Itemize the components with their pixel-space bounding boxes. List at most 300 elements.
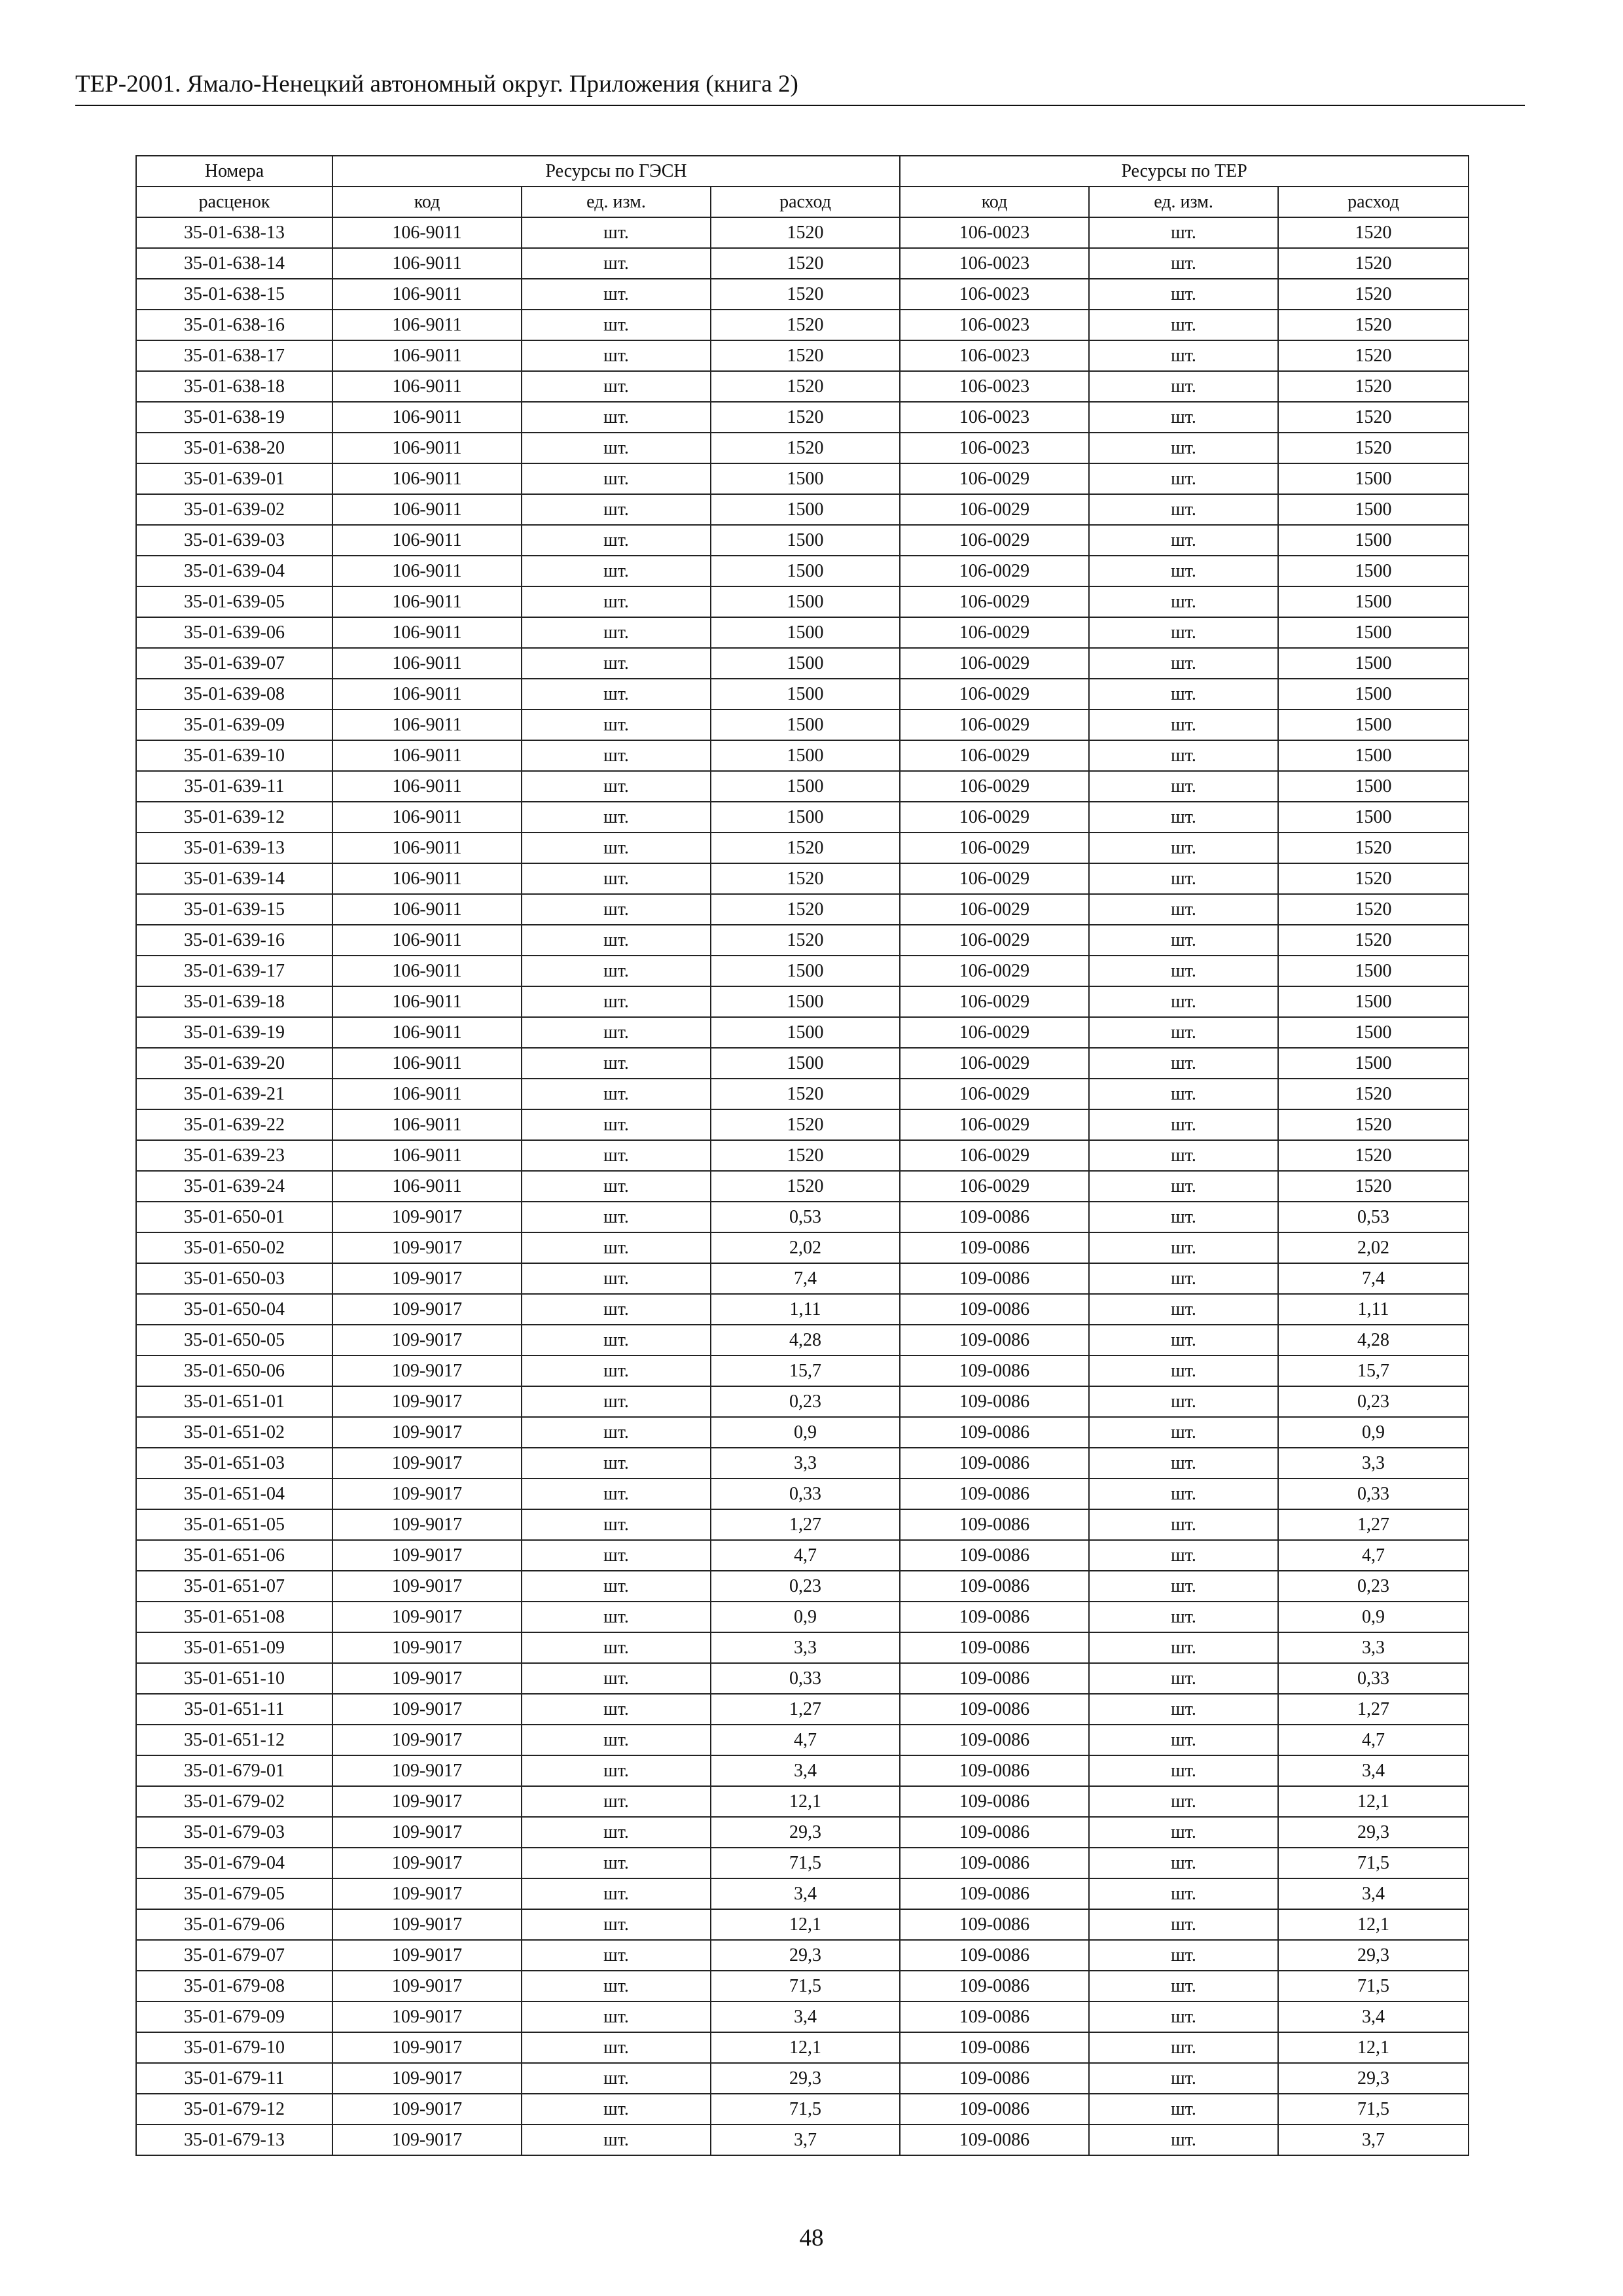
table-row bbox=[136, 802, 1469, 833]
gesn-code-cell: 106-9011 bbox=[332, 802, 522, 833]
rate-number-cell: 35-01-639-11 bbox=[136, 771, 332, 802]
table-row bbox=[136, 1878, 1469, 1909]
gesn-unit-cell: шт. bbox=[522, 1694, 711, 1725]
ter-amount-cell: 1520 bbox=[1278, 248, 1469, 279]
gesn-amount-cell: 1520 bbox=[711, 1109, 900, 1140]
ter-amount-cell: 1500 bbox=[1278, 740, 1469, 771]
ter-code-cell: 106-0029 bbox=[900, 525, 1089, 556]
ter-unit-cell: шт. bbox=[1089, 1540, 1278, 1571]
rate-number-cell: 35-01-679-10 bbox=[136, 2032, 332, 2063]
gesn-amount-cell: 1520 bbox=[711, 1140, 900, 1171]
gesn-amount-cell: 1,27 bbox=[711, 1509, 900, 1540]
ter-unit-cell: шт. bbox=[1089, 1755, 1278, 1786]
ter-amount-cell: 1520 bbox=[1278, 402, 1469, 433]
table-row bbox=[136, 1417, 1469, 1448]
gesn-amount-cell: 1500 bbox=[711, 802, 900, 833]
table-row bbox=[136, 1448, 1469, 1479]
ter-unit-cell: шт. bbox=[1089, 1509, 1278, 1540]
ter-unit-cell: шт. bbox=[1089, 556, 1278, 586]
rate-number-cell: 35-01-650-05 bbox=[136, 1325, 332, 1355]
rate-number-cell: 35-01-650-03 bbox=[136, 1263, 332, 1294]
table-row bbox=[136, 248, 1469, 279]
ter-amount-cell: 1520 bbox=[1278, 371, 1469, 402]
gesn-unit-cell: шт. bbox=[522, 1017, 711, 1048]
ter-code-cell: 106-0029 bbox=[900, 771, 1089, 802]
ter-unit-cell: шт. bbox=[1089, 1048, 1278, 1079]
rate-number-cell: 35-01-651-11 bbox=[136, 1694, 332, 1725]
rate-number-cell: 35-01-639-22 bbox=[136, 1109, 332, 1140]
ter-code-cell: 109-0086 bbox=[900, 1602, 1089, 1632]
ter-amount-cell: 1,27 bbox=[1278, 1694, 1469, 1725]
gesn-amount-cell: 29,3 bbox=[711, 1817, 900, 1848]
gesn-code-cell: 109-9017 bbox=[332, 1663, 522, 1694]
gesn-unit-cell: шт. bbox=[522, 1971, 711, 2001]
table-row bbox=[136, 1755, 1469, 1786]
ter-amount-cell: 1520 bbox=[1278, 340, 1469, 371]
gesn-code-cell: 109-9017 bbox=[332, 1632, 522, 1663]
gesn-code-cell: 106-9011 bbox=[332, 463, 522, 494]
ter-code-cell: 109-0086 bbox=[900, 1663, 1089, 1694]
gesn-code-cell: 106-9011 bbox=[332, 310, 522, 340]
table-row bbox=[136, 1509, 1469, 1540]
table-row bbox=[136, 648, 1469, 679]
gesn-code-cell: 109-9017 bbox=[332, 1202, 522, 1232]
gesn-code-cell: 109-9017 bbox=[332, 1878, 522, 1909]
gesn-amount-cell: 0,33 bbox=[711, 1479, 900, 1509]
table-row bbox=[136, 1602, 1469, 1632]
ter-unit-cell: шт. bbox=[1089, 1263, 1278, 1294]
rate-number-cell: 35-01-638-19 bbox=[136, 402, 332, 433]
ter-code-cell: 106-0029 bbox=[900, 986, 1089, 1017]
gesn-code-cell: 106-9011 bbox=[332, 1017, 522, 1048]
gesn-code-cell: 106-9011 bbox=[332, 740, 522, 771]
ter-code-cell: 106-0029 bbox=[900, 679, 1089, 709]
ter-amount-cell: 1500 bbox=[1278, 1017, 1469, 1048]
rate-number-cell: 35-01-639-17 bbox=[136, 956, 332, 986]
ter-amount-cell: 1520 bbox=[1278, 1171, 1469, 1202]
gesn-amount-cell: 0,33 bbox=[711, 1663, 900, 1694]
ter-code-cell: 109-0086 bbox=[900, 1971, 1089, 2001]
table-row bbox=[136, 1171, 1469, 1202]
ter-code-heading: код bbox=[900, 187, 1089, 217]
gesn-amount-cell: 1520 bbox=[711, 894, 900, 925]
ter-amount-heading: расход bbox=[1278, 187, 1469, 217]
gesn-amount-cell: 3,4 bbox=[711, 1878, 900, 1909]
ter-code-cell: 106-0023 bbox=[900, 433, 1089, 463]
gesn-code-cell: 109-9017 bbox=[332, 2063, 522, 2094]
table-head bbox=[136, 156, 1469, 217]
gesn-unit-cell: шт. bbox=[522, 1909, 711, 1940]
rate-number-cell: 35-01-679-02 bbox=[136, 1786, 332, 1817]
gesn-amount-cell: 4,7 bbox=[711, 1540, 900, 1571]
ter-code-cell: 109-0086 bbox=[900, 1479, 1089, 1509]
gesn-code-cell: 109-9017 bbox=[332, 1694, 522, 1725]
ter-unit-cell: шт. bbox=[1089, 1479, 1278, 1509]
gesn-amount-cell: 2,02 bbox=[711, 1232, 900, 1263]
rate-number-cell: 35-01-650-04 bbox=[136, 1294, 332, 1325]
gesn-unit-cell: шт. bbox=[522, 1725, 711, 1755]
gesn-code-cell: 106-9011 bbox=[332, 433, 522, 463]
rate-number-cell: 35-01-639-02 bbox=[136, 494, 332, 525]
ter-unit-cell: шт. bbox=[1089, 217, 1278, 248]
ter-amount-cell: 1520 bbox=[1278, 310, 1469, 340]
ter-unit-cell: шт. bbox=[1089, 1017, 1278, 1048]
gesn-code-cell: 109-9017 bbox=[332, 1263, 522, 1294]
gesn-unit-cell: шт. bbox=[522, 556, 711, 586]
gesn-amount-cell: 1520 bbox=[711, 217, 900, 248]
gesn-unit-cell: шт. bbox=[522, 802, 711, 833]
ter-code-cell: 109-0086 bbox=[900, 1755, 1089, 1786]
ter-unit-cell: шт. bbox=[1089, 1817, 1278, 1848]
rate-number-cell: 35-01-651-04 bbox=[136, 1479, 332, 1509]
ter-amount-cell: 0,53 bbox=[1278, 1202, 1469, 1232]
ter-code-cell: 106-0029 bbox=[900, 1048, 1089, 1079]
gesn-code-cell: 109-9017 bbox=[332, 2125, 522, 2155]
gesn-code-cell: 109-9017 bbox=[332, 1940, 522, 1971]
gesn-amount-cell: 3,4 bbox=[711, 1755, 900, 1786]
ter-unit-cell: шт. bbox=[1089, 463, 1278, 494]
gesn-unit-cell: шт. bbox=[522, 1663, 711, 1694]
gesn-code-cell: 109-9017 bbox=[332, 1509, 522, 1540]
ter-unit-cell: шт. bbox=[1089, 986, 1278, 1017]
rate-number-cell: 35-01-650-06 bbox=[136, 1355, 332, 1386]
rate-number-cell: 35-01-639-15 bbox=[136, 894, 332, 925]
ter-code-cell: 106-0029 bbox=[900, 863, 1089, 894]
gesn-unit-cell: шт. bbox=[522, 709, 711, 740]
gesn-amount-cell: 1520 bbox=[711, 863, 900, 894]
ter-unit-cell: шт. bbox=[1089, 894, 1278, 925]
gesn-code-cell: 106-9011 bbox=[332, 279, 522, 310]
ter-amount-cell: 1500 bbox=[1278, 986, 1469, 1017]
ter-unit-cell: шт. bbox=[1089, 1140, 1278, 1171]
ter-code-cell: 109-0086 bbox=[900, 1817, 1089, 1848]
gesn-amount-cell: 1520 bbox=[711, 402, 900, 433]
rate-number-cell: 35-01-679-05 bbox=[136, 1878, 332, 1909]
ter-unit-cell: шт. bbox=[1089, 1848, 1278, 1878]
ter-unit-cell: шт. bbox=[1089, 1694, 1278, 1725]
table-row bbox=[136, 1817, 1469, 1848]
ter-amount-cell: 1500 bbox=[1278, 802, 1469, 833]
gesn-amount-cell: 12,1 bbox=[711, 1909, 900, 1940]
gesn-code-cell: 106-9011 bbox=[332, 494, 522, 525]
ter-code-cell: 109-0086 bbox=[900, 1940, 1089, 1971]
rate-number-cell: 35-01-639-06 bbox=[136, 617, 332, 648]
ter-amount-cell: 4,7 bbox=[1278, 1540, 1469, 1571]
gesn-amount-cell: 1500 bbox=[711, 648, 900, 679]
table-row bbox=[136, 2094, 1469, 2125]
ter-unit-cell: шт. bbox=[1089, 863, 1278, 894]
gesn-unit-cell: шт. bbox=[522, 1602, 711, 1632]
ter-unit-cell: шт. bbox=[1089, 1725, 1278, 1755]
gesn-amount-cell: 12,1 bbox=[711, 2032, 900, 2063]
table-row bbox=[136, 925, 1469, 956]
rate-number-cell: 35-01-639-13 bbox=[136, 833, 332, 863]
table-row bbox=[136, 2063, 1469, 2094]
ter-unit-cell: шт. bbox=[1089, 1878, 1278, 1909]
ter-amount-cell: 3,4 bbox=[1278, 2001, 1469, 2032]
ter-unit-cell: шт. bbox=[1089, 740, 1278, 771]
ter-amount-cell: 1,11 bbox=[1278, 1294, 1469, 1325]
table-row bbox=[136, 1048, 1469, 1079]
ter-amount-cell: 71,5 bbox=[1278, 1971, 1469, 2001]
gesn-code-cell: 106-9011 bbox=[332, 402, 522, 433]
ter-amount-cell: 29,3 bbox=[1278, 1940, 1469, 1971]
table-row bbox=[136, 771, 1469, 802]
gesn-unit-cell: шт. bbox=[522, 833, 711, 863]
ter-amount-cell: 29,3 bbox=[1278, 1817, 1469, 1848]
table-row bbox=[136, 1386, 1469, 1417]
ter-unit-cell: шт. bbox=[1089, 1171, 1278, 1202]
rate-number-cell: 35-01-638-14 bbox=[136, 248, 332, 279]
ter-unit-cell: шт. bbox=[1089, 2001, 1278, 2032]
ter-amount-cell: 1520 bbox=[1278, 433, 1469, 463]
rate-number-cell: 35-01-651-05 bbox=[136, 1509, 332, 1540]
ter-code-cell: 106-0023 bbox=[900, 371, 1089, 402]
rate-number-cell: 35-01-639-08 bbox=[136, 679, 332, 709]
gesn-unit-cell: шт. bbox=[522, 771, 711, 802]
ter-amount-cell: 0,23 bbox=[1278, 1571, 1469, 1602]
table-row bbox=[136, 556, 1469, 586]
ter-unit-cell: шт. bbox=[1089, 1940, 1278, 1971]
gesn-amount-cell: 1520 bbox=[711, 833, 900, 863]
ter-amount-cell: 3,4 bbox=[1278, 1878, 1469, 1909]
gesn-amount-heading: расход bbox=[711, 187, 900, 217]
ter-code-cell: 106-0029 bbox=[900, 1171, 1089, 1202]
gesn-unit-cell: шт. bbox=[522, 925, 711, 956]
ter-code-cell: 109-0086 bbox=[900, 1509, 1089, 1540]
ter-unit-cell: шт. bbox=[1089, 925, 1278, 956]
rate-number-cell: 35-01-639-12 bbox=[136, 802, 332, 833]
gesn-amount-cell: 1520 bbox=[711, 1079, 900, 1109]
ter-code-cell: 109-0086 bbox=[900, 2094, 1089, 2125]
ter-code-cell: 106-0029 bbox=[900, 648, 1089, 679]
table-row bbox=[136, 1694, 1469, 1725]
gesn-code-cell: 106-9011 bbox=[332, 340, 522, 371]
gesn-code-cell: 106-9011 bbox=[332, 248, 522, 279]
table-row bbox=[136, 1632, 1469, 1663]
ter-unit-cell: шт. bbox=[1089, 2032, 1278, 2063]
gesn-amount-cell: 1500 bbox=[711, 1048, 900, 1079]
ter-unit-cell: шт. bbox=[1089, 1663, 1278, 1694]
running-header: ТЕР-2001. Ямало-Ненецкий автономный округ. Приложения (книга 2) bbox=[75, 71, 798, 98]
gesn-unit-cell: шт. bbox=[522, 1079, 711, 1109]
ter-unit-cell: шт. bbox=[1089, 1602, 1278, 1632]
gesn-amount-cell: 0,9 bbox=[711, 1602, 900, 1632]
ter-amount-cell: 1520 bbox=[1278, 217, 1469, 248]
rate-number-cell: 35-01-639-23 bbox=[136, 1140, 332, 1171]
group-gesn-heading: Ресурсы по ГЭСН bbox=[332, 156, 900, 187]
gesn-code-cell: 109-9017 bbox=[332, 1355, 522, 1386]
ter-unit-cell: шт. bbox=[1089, 1355, 1278, 1386]
gesn-code-cell: 109-9017 bbox=[332, 1817, 522, 1848]
rate-number-cell: 35-01-638-17 bbox=[136, 340, 332, 371]
gesn-unit-cell: шт. bbox=[522, 494, 711, 525]
gesn-unit-cell: шт. bbox=[522, 679, 711, 709]
gesn-code-cell: 106-9011 bbox=[332, 679, 522, 709]
ter-code-cell: 109-0086 bbox=[900, 2125, 1089, 2155]
rate-number-cell: 35-01-679-06 bbox=[136, 1909, 332, 1940]
ter-amount-cell: 3,7 bbox=[1278, 2125, 1469, 2155]
ter-amount-cell: 1500 bbox=[1278, 556, 1469, 586]
ter-code-cell: 106-0029 bbox=[900, 463, 1089, 494]
gesn-unit-cell: шт. bbox=[522, 1448, 711, 1479]
rate-number-cell: 35-01-639-10 bbox=[136, 740, 332, 771]
gesn-amount-cell: 4,28 bbox=[711, 1325, 900, 1355]
ter-unit-cell: шт. bbox=[1089, 833, 1278, 863]
gesn-unit-cell: шт. bbox=[522, 340, 711, 371]
ter-code-cell: 109-0086 bbox=[900, 2001, 1089, 2032]
gesn-unit-cell: шт. bbox=[522, 1632, 711, 1663]
ter-code-cell: 109-0086 bbox=[900, 1417, 1089, 1448]
gesn-code-cell: 106-9011 bbox=[332, 1140, 522, 1171]
table-row bbox=[136, 1909, 1469, 1940]
gesn-amount-cell: 1500 bbox=[711, 617, 900, 648]
gesn-amount-cell: 1520 bbox=[711, 1171, 900, 1202]
gesn-amount-cell: 1520 bbox=[711, 433, 900, 463]
ter-unit-cell: шт. bbox=[1089, 1632, 1278, 1663]
ter-amount-cell: 3,3 bbox=[1278, 1632, 1469, 1663]
gesn-amount-cell: 1500 bbox=[711, 586, 900, 617]
ter-unit-cell: шт. bbox=[1089, 2063, 1278, 2094]
gesn-amount-cell: 15,7 bbox=[711, 1355, 900, 1386]
gesn-code-cell: 109-9017 bbox=[332, 1755, 522, 1786]
ter-code-cell: 106-0029 bbox=[900, 709, 1089, 740]
ter-code-cell: 106-0029 bbox=[900, 586, 1089, 617]
ter-amount-cell: 1500 bbox=[1278, 494, 1469, 525]
table-row bbox=[136, 709, 1469, 740]
ter-amount-cell: 12,1 bbox=[1278, 2032, 1469, 2063]
gesn-unit-cell: шт. bbox=[522, 433, 711, 463]
rate-number-cell: 35-01-638-20 bbox=[136, 433, 332, 463]
gesn-amount-cell: 1500 bbox=[711, 956, 900, 986]
ter-code-cell: 106-0029 bbox=[900, 956, 1089, 986]
gesn-code-cell: 106-9011 bbox=[332, 217, 522, 248]
gesn-code-cell: 106-9011 bbox=[332, 1109, 522, 1140]
rate-number-cell: 35-01-651-08 bbox=[136, 1602, 332, 1632]
gesn-code-cell: 109-9017 bbox=[332, 1232, 522, 1263]
ter-code-cell: 106-0023 bbox=[900, 248, 1089, 279]
gesn-code-cell: 109-9017 bbox=[332, 1909, 522, 1940]
table-row bbox=[136, 310, 1469, 340]
gesn-unit-cell: шт. bbox=[522, 1171, 711, 1202]
gesn-amount-cell: 1520 bbox=[711, 248, 900, 279]
gesn-unit-cell: шт. bbox=[522, 1417, 711, 1448]
rate-number-cell: 35-01-651-12 bbox=[136, 1725, 332, 1755]
gesn-unit-cell: шт. bbox=[522, 402, 711, 433]
ter-code-cell: 109-0086 bbox=[900, 1786, 1089, 1817]
ter-amount-cell: 1520 bbox=[1278, 1079, 1469, 1109]
gesn-amount-cell: 29,3 bbox=[711, 1940, 900, 1971]
gesn-unit-cell: шт. bbox=[522, 2125, 711, 2155]
table-row bbox=[136, 1940, 1469, 1971]
rate-number-cell: 35-01-639-01 bbox=[136, 463, 332, 494]
ter-amount-cell: 1500 bbox=[1278, 617, 1469, 648]
gesn-unit-cell: шт. bbox=[522, 1232, 711, 1263]
gesn-code-cell: 106-9011 bbox=[332, 925, 522, 956]
ter-code-cell: 106-0029 bbox=[900, 1109, 1089, 1140]
gesn-amount-cell: 1520 bbox=[711, 310, 900, 340]
table-row bbox=[136, 1540, 1469, 1571]
ter-code-cell: 106-0029 bbox=[900, 556, 1089, 586]
ter-unit-cell: шт. bbox=[1089, 1386, 1278, 1417]
gesn-unit-cell: шт. bbox=[522, 740, 711, 771]
ter-code-cell: 106-0029 bbox=[900, 1079, 1089, 1109]
gesn-code-heading: код bbox=[332, 187, 522, 217]
rate-number-cell: 35-01-638-15 bbox=[136, 279, 332, 310]
ter-code-cell: 106-0023 bbox=[900, 217, 1089, 248]
rate-number-cell: 35-01-679-11 bbox=[136, 2063, 332, 2094]
gesn-unit-cell: шт. bbox=[522, 986, 711, 1017]
rate-number-cell: 35-01-639-21 bbox=[136, 1079, 332, 1109]
gesn-code-cell: 109-9017 bbox=[332, 2094, 522, 2125]
ter-unit-cell: шт. bbox=[1089, 1202, 1278, 1232]
ter-unit-cell: шт. bbox=[1089, 771, 1278, 802]
ter-amount-cell: 0,33 bbox=[1278, 1663, 1469, 1694]
ter-code-cell: 109-0086 bbox=[900, 1632, 1089, 1663]
ter-amount-cell: 0,33 bbox=[1278, 1479, 1469, 1509]
ter-code-cell: 109-0086 bbox=[900, 1725, 1089, 1755]
gesn-unit-cell: шт. bbox=[522, 279, 711, 310]
ter-unit-cell: шт. bbox=[1089, 494, 1278, 525]
gesn-unit-cell: шт. bbox=[522, 894, 711, 925]
ter-amount-cell: 1520 bbox=[1278, 1140, 1469, 1171]
table-row bbox=[136, 279, 1469, 310]
table-row bbox=[136, 1140, 1469, 1171]
gesn-code-cell: 109-9017 bbox=[332, 1848, 522, 1878]
gesn-amount-cell: 71,5 bbox=[711, 1971, 900, 2001]
ter-code-cell: 109-0086 bbox=[900, 1355, 1089, 1386]
gesn-code-cell: 109-9017 bbox=[332, 1448, 522, 1479]
ter-code-cell: 109-0086 bbox=[900, 1694, 1089, 1725]
gesn-code-cell: 106-9011 bbox=[332, 956, 522, 986]
rate-number-cell: 35-01-639-04 bbox=[136, 556, 332, 586]
gesn-amount-cell: 1520 bbox=[711, 340, 900, 371]
ter-unit-cell: шт. bbox=[1089, 1232, 1278, 1263]
header-row-groups bbox=[136, 156, 1469, 187]
gesn-amount-cell: 3,4 bbox=[711, 2001, 900, 2032]
table-row bbox=[136, 463, 1469, 494]
ter-amount-cell: 0,9 bbox=[1278, 1602, 1469, 1632]
rate-number-cell: 35-01-651-09 bbox=[136, 1632, 332, 1663]
table-row bbox=[136, 1663, 1469, 1694]
gesn-code-cell: 106-9011 bbox=[332, 371, 522, 402]
table-row bbox=[136, 1263, 1469, 1294]
ter-code-cell: 109-0086 bbox=[900, 1232, 1089, 1263]
gesn-unit-cell: шт. bbox=[522, 2032, 711, 2063]
ter-code-cell: 109-0086 bbox=[900, 2032, 1089, 2063]
table-row bbox=[136, 740, 1469, 771]
gesn-amount-cell: 1,11 bbox=[711, 1294, 900, 1325]
table-row bbox=[136, 986, 1469, 1017]
rate-number-cell: 35-01-651-03 bbox=[136, 1448, 332, 1479]
ter-code-cell: 106-0029 bbox=[900, 802, 1089, 833]
rate-number-cell: 35-01-638-18 bbox=[136, 371, 332, 402]
gesn-unit-cell: шт. bbox=[522, 956, 711, 986]
gesn-amount-cell: 1500 bbox=[711, 679, 900, 709]
ter-amount-cell: 1500 bbox=[1278, 679, 1469, 709]
ter-code-cell: 106-0029 bbox=[900, 925, 1089, 956]
gesn-unit-cell: шт. bbox=[522, 586, 711, 617]
ter-amount-cell: 1500 bbox=[1278, 463, 1469, 494]
gesn-unit-heading: ед. изм. bbox=[522, 187, 711, 217]
rate-number-cell: 35-01-639-07 bbox=[136, 648, 332, 679]
ter-amount-cell: 1520 bbox=[1278, 925, 1469, 956]
ter-amount-cell: 1520 bbox=[1278, 863, 1469, 894]
table-row bbox=[136, 863, 1469, 894]
rate-number-cell: 35-01-651-01 bbox=[136, 1386, 332, 1417]
gesn-unit-cell: шт. bbox=[522, 1355, 711, 1386]
ter-unit-cell: шт. bbox=[1089, 679, 1278, 709]
